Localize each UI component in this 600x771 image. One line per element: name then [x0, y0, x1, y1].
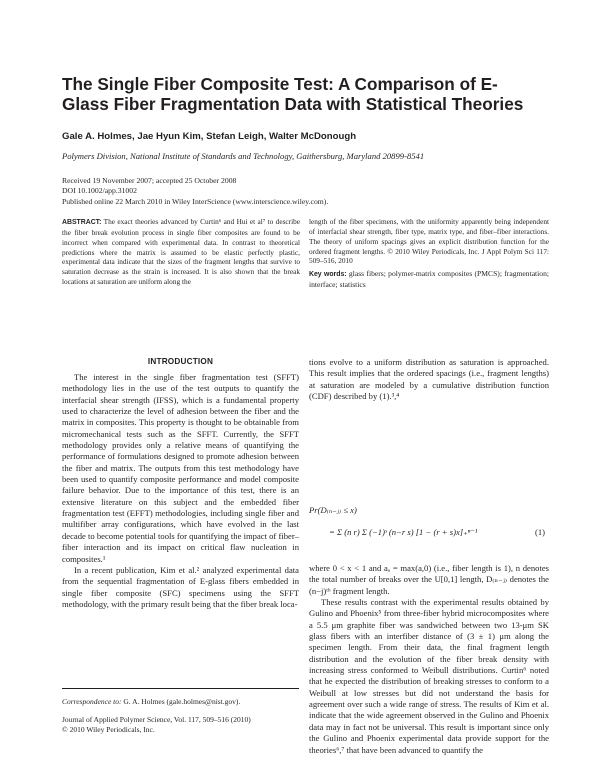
equation-lhs: Pr(D₍ₙ₋ⱼ₎ ≤ x)	[309, 505, 357, 515]
journal-citation	[62, 715, 251, 734]
journal-line: Journal of Applied Polymer Science, Vol. 117, 509–516 (2010)	[62, 715, 251, 724]
equation-number: (1)	[535, 527, 546, 537]
correspondence-label: Correspondence to:	[62, 697, 122, 706]
received-date: Received 19 November 2007; accepted 25 October 2008	[62, 176, 237, 185]
footnote-rule	[62, 688, 299, 689]
right-paragraph-2: where 0 < x < 1 and aₐ = max(a,0) (i.e., fiber length is 1), n denotes the total number of breaks over the U[0,1] length, D₍ₙ₋ⱼ₎ denotes the (n−j)ᵗʰ fragment length.	[309, 563, 549, 596]
doi: DOI 10.1002/app.31002	[62, 186, 137, 196]
equation-1	[309, 505, 549, 555]
copyright-line: © 2010 Wiley Periodicals, Inc.	[62, 724, 155, 734]
published-online: Published online 22 March 2010 in Wiley InterScience (www.interscience.wiley.com).	[62, 196, 329, 206]
correspondence	[62, 697, 240, 706]
right-paragraph-1: tions evolve to a uniform distribution as saturation is approached. This result implies that the ordered spacings (i.e., fragment lengths) at saturation are modeled by a cumulative distribution function (CDF) described by (1).³,⁴	[309, 357, 549, 402]
publication-history	[62, 176, 328, 207]
paper-title: The Single Fiber Composite Test: A Comparison of E-Glass Fiber Fragmentation Data with Statistical Theories	[62, 74, 524, 114]
keywords-label: Key words:	[309, 271, 347, 279]
abstract-text-right: length of the fiber specimens, with the uniformity apparently being independent of interfacial shear strength, fiber type, matrix type, and fiber–fiber interactions. The theory of uniform spacings gives an explicit distribution function for the ordered fragment lengths. © 2010 Wiley Periodicals, Inc. J Appl Polym Sci 117: 509–516, 2010	[309, 217, 549, 266]
abstract-left	[62, 217, 300, 287]
right-column-bottom	[309, 563, 549, 756]
intro-paragraph-2: In a recent publication, Kim et al.² analyzed experimental data from the sequential fragmentation of E-glass fibers embedded in single fiber composite (SFC) specimens using the SFFT methodology, with the primary result being that the fiber break loca-	[62, 564, 299, 609]
correspondence-text: G. A. Holmes (gale.holmes@nist.gov).	[123, 697, 241, 706]
author-list: Gale A. Holmes, Jae Hyun Kim, Stefan Leigh, Walter McDonough	[62, 131, 357, 142]
abstract-text-left: The exact theories advanced by Curtin⁶ and Hui et al⁷ to describe the fiber break evolution process in single fiber composites are found to be incorrect when compared with experimental data. In contrast to theoretical predictions where the matrix is assumed to be elastic perfectly plastic, experimental data indicate that the sizes of the fragment lengths that survive to saturation decrease as the strain is increased. It is also shown that the break locations at saturation are uniform along the	[62, 217, 300, 287]
right-paragraph-3: These results contrast with the experimental results obtained by Gulino and Phoenix⁵ from three-fiber hybrid microcomposites where a 5.5 μm graphite fiber was sandwiched between two 13-μm SK glass fibers with an interfiber distance of (3 ± 1) μm along the specimen length. From their data, the final fragment length distribution and the evolution of the fiber break density with increasing stress conformed to Weibull distributions. Curtin⁶ noted that he expected the distribution of breaking stresses to conform to a Weibull at low stresses but did not understand the basis for agreement over such a wide range of stress. The results of Kim et al. indicate that the wide agreement observed in the Gulino and Phoenix data may in fact not be universal. This result is important since only the Gulino and Phoenix experimental data provide support for the theories⁶,⁷ that have been advanced to quantify the	[309, 597, 549, 755]
keywords-text: glass fibers; polymer-matrix composites (PMCS); fragmentation; interface; statistics	[309, 269, 549, 290]
intro-paragraph-1: The interest in the single fiber fragmentation test (SFFT) methodology lies in the use of the test outputs to quantify the interfacial shear strength (IFSS), which is a fundamental property used to characterize the level of adhesion between the fiber and the matrix in composites. This property is thought to be obtainable from micromechanical tests such as the SFFT. Currently, the SFFT methodology provides only a relative means of quantifying the performance of formulations designed to promote adhesion between the fiber and matrix. The outputs from this test methodology have been used to quantify composite performance and model composite failure behavior. Due to the importance of this test, there is an extensive literature on this subject and the embedded fiber fragmentation test (EFFT) methodologies, including single fiber and multifiber array configurations, which have evolved in the last decade to become potential tools for quantifying the impact of fiber–fiber interaction and its impact on critical flaw nucleation in composites.¹	[62, 372, 299, 564]
left-column	[62, 372, 299, 610]
right-column-top	[309, 357, 549, 402]
affiliation: Polymers Division, National Institute of Standards and Technology, Gaithersburg, Maryland 20899-8541	[62, 151, 425, 161]
keywords	[309, 269, 549, 290]
section-heading-introduction: INTRODUCTION	[147, 357, 214, 366]
abstract-right	[309, 217, 549, 290]
abstract-label: ABSTRACT:	[62, 219, 102, 226]
equation-rhs: = Σ (n r) Σ (−1)ˢ (n−r s) [1 − (r + s)x]₊ⁿ⁻¹	[329, 527, 478, 537]
